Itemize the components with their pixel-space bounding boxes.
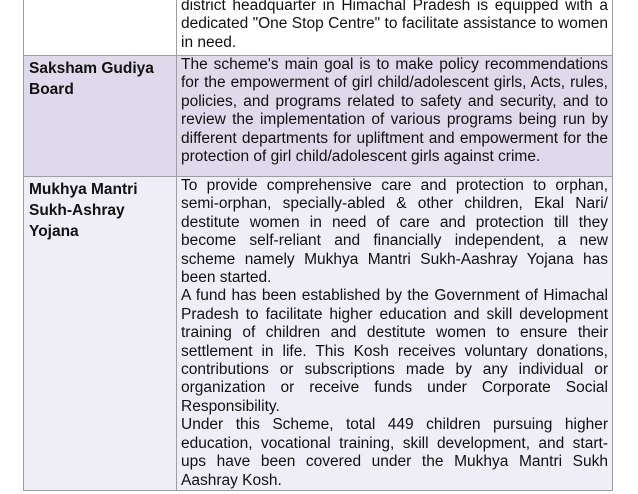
scheme-description-cell [177, 0, 613, 56]
scheme-name-line: Board [29, 81, 74, 98]
description-paragraph: The scheme's main goal is to make policy recommendations for the empowerment of girl child/adolescent girls, Acts, rules, policies, and programs related to safety and security, and to review the implementation of various programs being run by different departments for upliftment and empowerment for the protection of girl child/adolescent girls against crime. [181, 56, 608, 166]
scheme-description-cell [177, 56, 613, 177]
scheme-name-cell [24, 56, 177, 177]
scheme-name-line: Yojana [29, 223, 79, 240]
scheme-name-line: Mukhya Mantri [29, 181, 138, 198]
table-row [24, 56, 613, 177]
scheme-description-cell [177, 177, 613, 491]
table-row [24, 0, 613, 56]
scheme-name-cell [24, 177, 177, 491]
description-paragraph: To provide comprehensive care and protection to orphan, semi-orphan, specially-abled & other children, Ekal Nari/ destitute women in need of care and protection till they become self-reliant and financially independent, a new scheme namely Mukhya Mantri Sukh-Aashray Yojana has been started. [181, 177, 608, 287]
description-paragraph: Under this Scheme, total 449 children pursuing higher education, vocational training, skill development, and start-ups have been covered under the Mukhya Mantri Sukh Aashray Kosh. [181, 416, 608, 489]
description-paragraph: district headquarter in Himachal Pradesh is equipped with a dedicated "One Stop Centre" to facilitate assistance to women in need. [181, 0, 608, 51]
scheme-name-line: Saksham Gudiya [29, 60, 154, 77]
scheme-name-line: Sukh-Ashray [29, 202, 125, 219]
description-paragraph: A fund has been established by the Government of Himachal Pradesh to facilitate higher education and skill development training of children and destitute women to ensure their settlement in life. This Kosh receives voluntary donations, contributions or subscriptions made by any individual or organization or receive funds under Corporate Social Responsibility. [181, 287, 608, 415]
scheme-name-cell [24, 0, 177, 56]
table-row [24, 177, 613, 491]
schemes-table [23, 0, 613, 491]
